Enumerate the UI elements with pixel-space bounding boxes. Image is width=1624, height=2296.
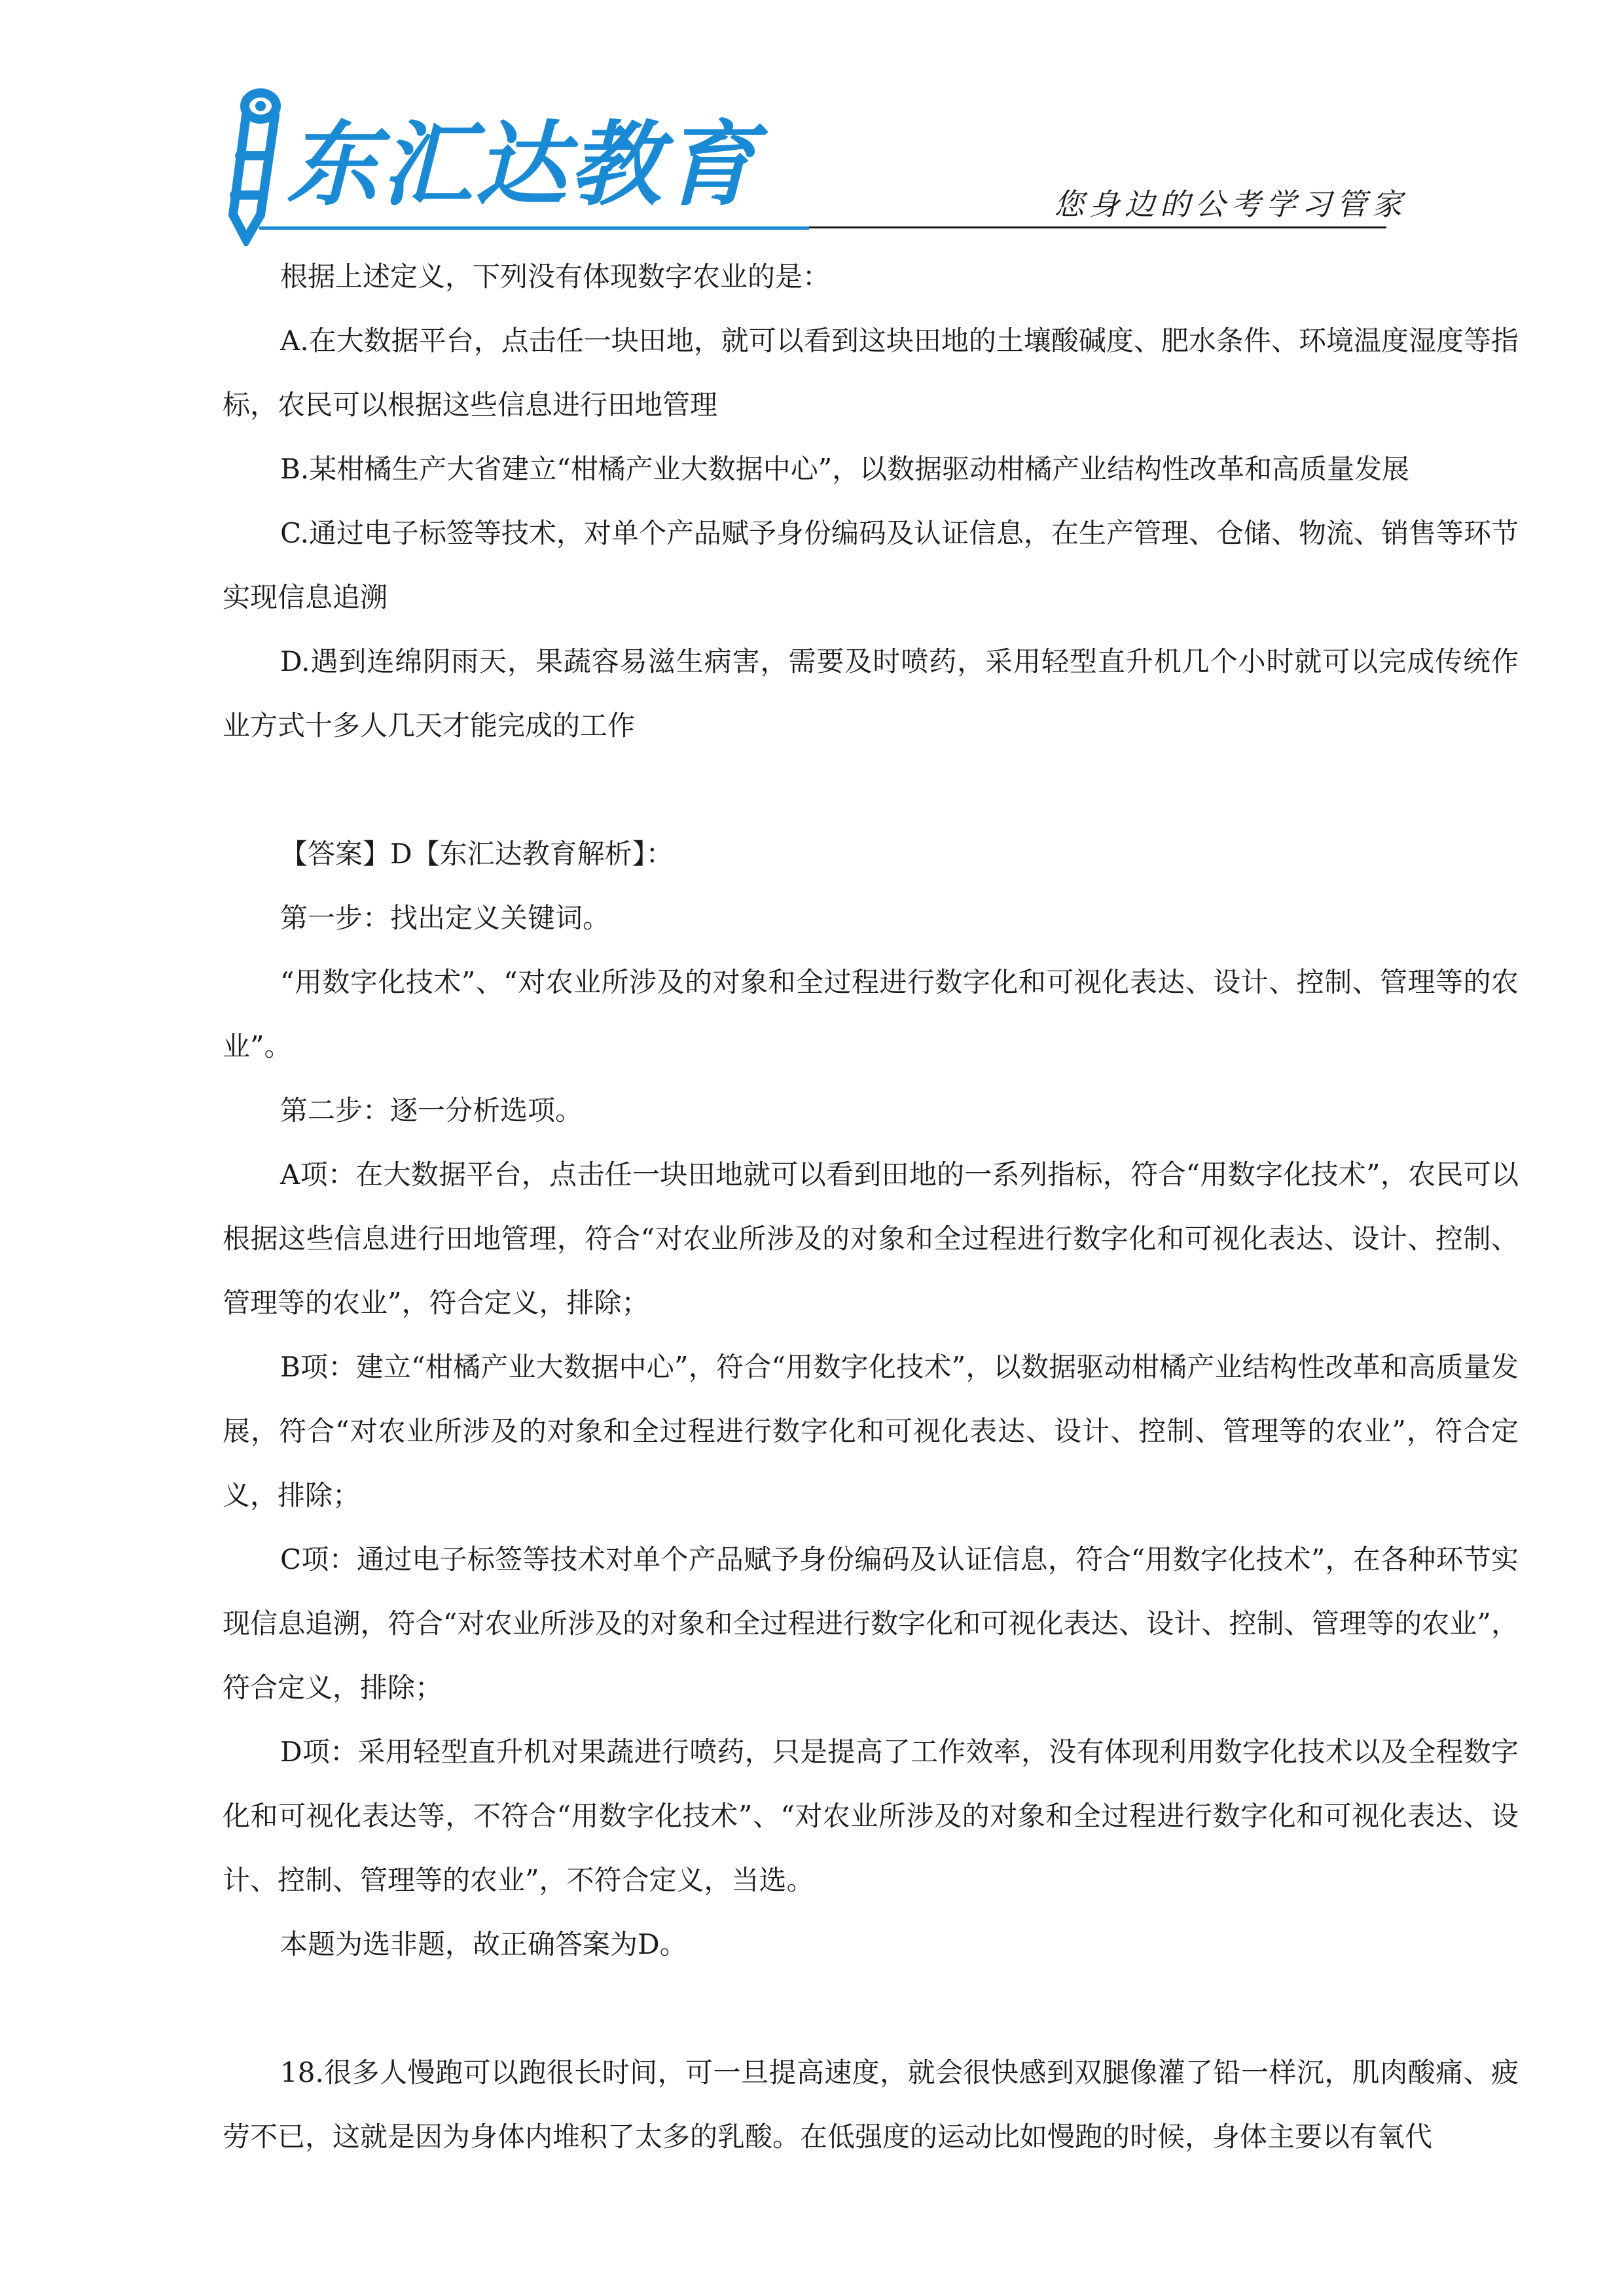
page-header	[0, 0, 1624, 249]
pencil-logo-icon	[220, 84, 292, 246]
analysis-step1: 第一步：找出定义关键词。	[280, 902, 611, 934]
question-prompt: 根据上述定义，下列没有体现数字农业的是：	[280, 260, 831, 293]
analysis-conclusion: 本题为选非题，故正确答案为D。	[280, 1928, 687, 1960]
analysis-step2: 第二步：逐一分析选项。	[280, 1094, 583, 1126]
analysis-option-a: A项：在大数据平台，点击任一块田地就可以看到田地的一系列指标，符合“用数字化技术”，农民可以根据这些信息进行田地管理，符合“对农业所涉及的对象和全过程进行数字化和可视化表达、设计、控制、管理等的农业”，符合定义，排除；	[223, 1158, 1519, 1319]
analysis-option-d: D项：采用轻型直升机对果蔬进行喷药，只是提高了工作效率，没有体现利用数字化技术以及全程数字化和可视化表达等，不符合“用数字化技术”、“对农业所涉及的对象和全过程进行数字化和可视化表达、设计、控制、管理等的农业”，不符合定义，当选。	[223, 1736, 1519, 1896]
spacer	[223, 758, 1519, 822]
option-d: D.遇到连绵阴雨天，果蔬容易滋生病害，需要及时喷药，采用轻型直升机几个小时就可以完成传统作业方式十多人几天才能完成的工作	[223, 645, 1519, 742]
option-c: C.通过电子标签等技术，对单个产品赋予身份编码及认证信息，在生产管理、仓储、物流、销售等环节实现信息追溯	[223, 517, 1519, 613]
spacer	[223, 1977, 1519, 2041]
next-question: 18.很多人慢跑可以跑很长时间，可一旦提高速度，就会很快感到双腿像灌了铅一样沉，肌肉酸痛、疲劳不已，这就是因为身体内堆积了太多的乳酸。在低强度的运动比如慢跑的时候，身体主要以有氧代	[223, 2056, 1519, 2153]
document-body	[223, 245, 1519, 2169]
option-b: B.某柑橘生产大省建立“柑橘产业大数据中心”，以数据驱动柑橘产业结构性改革和高质量发展	[280, 453, 1410, 485]
analysis-option-c: C项：通过电子标签等技术对单个产品赋予身份编码及认证信息，符合“用数字化技术”，在各种环节实现信息追溯，符合“对农业所涉及的对象和全过程进行数字化和可视化表达、设计、控制、管理等的农业”，符合定义，排除；	[223, 1543, 1519, 1704]
brand-logo-text: 东汇达教育	[287, 112, 759, 219]
analysis-option-b: B项：建立“柑橘产业大数据中心”，符合“用数字化技术”，以数据驱动柑橘产业结构性改革和高质量发展，符合“对农业所涉及的对象和全过程进行数字化和可视化表达、设计、控制、管理等的农业”，符合定义，排除；	[223, 1351, 1519, 1511]
header-divider-accent	[259, 226, 809, 230]
answer-line: 【答案】D【东汇达教育解析】：	[280, 838, 674, 870]
analysis-keywords: “用数字化技术”、“对农业所涉及的对象和全过程进行数字化和可视化表达、设计、控制、管理等的农业”。	[223, 966, 1519, 1062]
header-slogan: 您身边的公考学习管家	[1054, 187, 1407, 222]
option-a: A.在大数据平台，点击任一块田地，就可以看到这块田地的土壤酸碱度、肥水条件、环境温度湿度等指标，农民可以根据这些信息进行田地管理	[223, 325, 1519, 421]
